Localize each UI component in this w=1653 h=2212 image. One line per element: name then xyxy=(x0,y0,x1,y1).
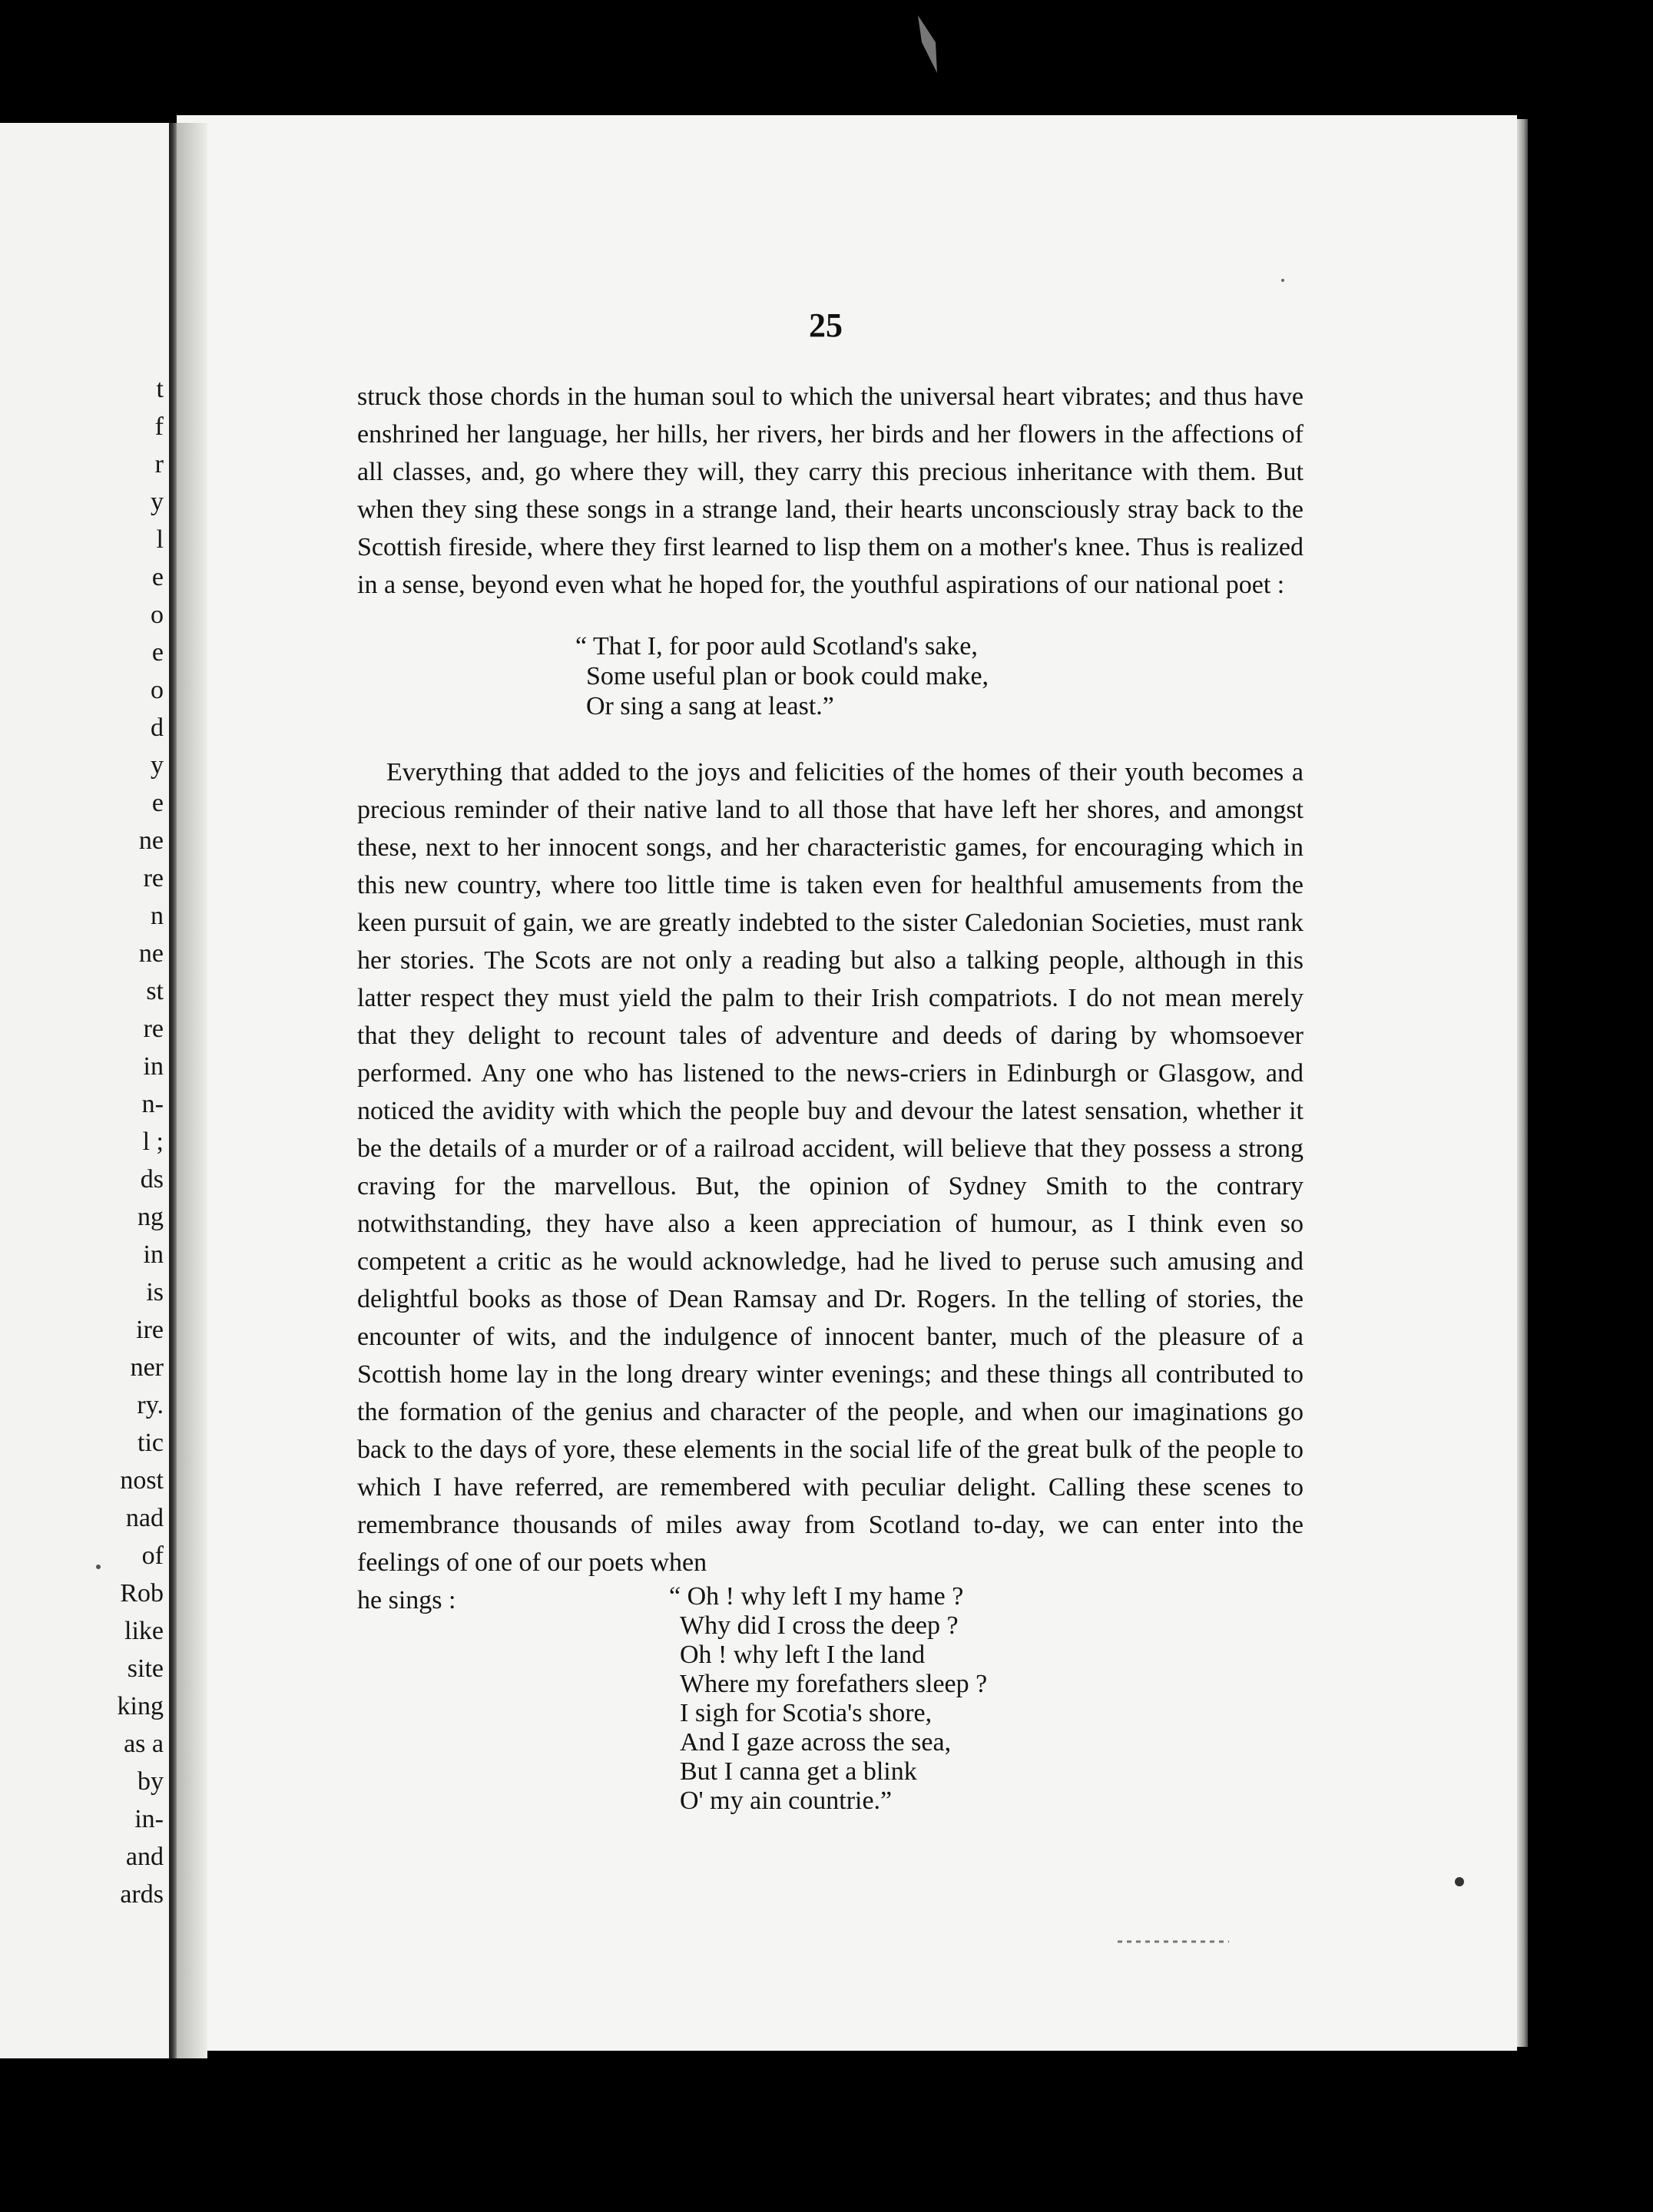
previous-page-fragment: e xyxy=(151,563,164,591)
previous-page-fragment: ds xyxy=(140,1165,164,1194)
verse-line: Some useful plan or book could make, xyxy=(586,662,989,690)
previous-page-fragment: ards xyxy=(120,1880,164,1909)
previous-page-fragment: nad xyxy=(125,1504,164,1532)
previous-page-fragment: as a xyxy=(124,1730,164,1758)
book-gutter xyxy=(169,123,177,2058)
previous-page-sliver xyxy=(0,123,173,2058)
verse-line: And I gaze across the sea, xyxy=(680,1728,952,1757)
previous-page-fragment: like xyxy=(124,1617,164,1645)
previous-page-fragment: l ; xyxy=(142,1128,164,1156)
previous-page-fragment: in- xyxy=(134,1805,164,1833)
previous-page-fragment: of xyxy=(141,1541,164,1570)
previous-page-fragment: st xyxy=(146,977,164,1005)
verse-line: Where my forefathers sleep ? xyxy=(680,1670,988,1698)
previous-page-fragment: Rob xyxy=(120,1579,164,1608)
verse-line: “ That I, for poor auld Scotland's sake, xyxy=(575,632,978,661)
previous-page-fragment: tic xyxy=(137,1429,164,1457)
previous-page-fragment: in xyxy=(143,1052,164,1081)
previous-page-fragment: o xyxy=(151,676,164,704)
verse-line: O' my ain countrie.” xyxy=(680,1786,893,1815)
page-number: 25 xyxy=(809,306,843,344)
verse-line: But I canna get a blink xyxy=(680,1757,917,1786)
previous-page-fragment: l xyxy=(156,525,164,554)
paragraph-2: Everything that added to the joys and felicities of the homes of their youth becomes a precious reminder of their native land to all those that have left her shores, and amongst these, next to her innocent songs, and her characteristic games, for encouraging which in this new country, where too little time is taken even for healthful amusements from the keen pursuit of gain, we are greatly indebted to the sister Caledonian Societies, must rank her stories. The Scots are not only a reading but also a talking people, although in this latter respect they must yield the palm to their Irish compatriots. I do not mean merely that they delight to recount tales of adventure and deeds of daring by whomsoever performed. Any one who has listened to the news-criers in Edinburgh or Glasgow, and noticed the avidity with which the people buy and devour the latest sensation, whether it be the details of a murder or of a railroad accident, will believe that they possess a strong craving for the marvellous. But, the opinion of Sydney Smith to the contrary notwithstanding, they have also a keen appreciation of humour, as I think even so competent a critic as he would acknowledge, had he lived to peruse such amusing and delightful books as those of Dean Ramsay and Dr. Rogers. In the telling of stories, the encounter of wits, and the indulgence of innocent banter, much of the pleasure of a Scottish home lay in the long dreary winter evenings; and these things all contributed to the formation of the genius and character of the people, and when our imaginations go back to the days of yore, these elements in the social life of the great bulk of the people to which I have referred, are remembered with peculiar delight. Calling these scenes to remembrance thousands of miles away from Scotland to-day, we can enter into the feelings of one of our poets when xyxy=(357,758,1304,1577)
verse-quote-2 xyxy=(669,1582,1304,1816)
verse-line: I sigh for Scotia's shore, xyxy=(680,1699,933,1727)
previous-page-fragment: ng xyxy=(137,1203,164,1231)
previous-page-fragment: f xyxy=(154,412,164,441)
verse-line: Or sing a sang at least.” xyxy=(586,692,834,720)
previous-page-fragment: ire xyxy=(136,1316,164,1344)
verse-lead-in: he sings : xyxy=(357,1586,456,1614)
previous-page-fragment: n xyxy=(151,902,164,930)
previous-page-fragment: by xyxy=(137,1767,164,1796)
previous-page-fragment: d xyxy=(151,714,164,742)
previous-page-fragment: n- xyxy=(141,1090,164,1118)
page-edge xyxy=(1517,119,1528,2047)
previous-page-fragment: ry. xyxy=(137,1391,164,1419)
previous-page-fragment: ne xyxy=(138,939,164,968)
previous-page-fragment: is xyxy=(146,1278,164,1306)
previous-page-fragment: and xyxy=(125,1843,164,1871)
verse-line: Oh ! why left I the land xyxy=(680,1641,926,1669)
verse-line: Why did I cross the deep ? xyxy=(680,1611,959,1640)
previous-page-fragment: ne xyxy=(138,826,164,855)
previous-page-fragment: nost xyxy=(120,1466,164,1495)
previous-page-fragment: re xyxy=(143,864,164,892)
previous-page-fragment: re xyxy=(143,1015,164,1043)
previous-page-fragment: o xyxy=(151,601,164,629)
previous-page-fragment: king xyxy=(117,1692,164,1720)
paragraph-1: struck those chords in the human soul to which the universal heart vibrates; and thus have enshrined her language, her hills, her rivers, her birds and her flowers in the affections of all classes, and, go where they will, they carry this precious inheritance with them. But when they sing these songs in a strange land, their hearts unconsciously stray back to the Scottish fireside, where they first learned to lisp them on a mother's knee. Thus is realized in a sense, beyond even what he hoped for, the youthful aspirations of our national poet : xyxy=(357,382,1304,599)
previous-page-fragment: t xyxy=(156,375,164,403)
previous-page-fragment: site xyxy=(127,1654,164,1683)
previous-page-fragment: r xyxy=(154,450,164,478)
ink-speck xyxy=(918,15,937,73)
verse-quote-1 xyxy=(575,631,1304,721)
previous-page-fragment: ner xyxy=(130,1353,164,1382)
page-body xyxy=(357,378,1304,1816)
previous-page-fragment: e xyxy=(151,789,164,817)
gutter-shadow xyxy=(177,123,207,2058)
previous-page-fragment: e xyxy=(151,638,164,667)
verse-line: “ Oh ! why left I my hame ? xyxy=(669,1582,964,1611)
previous-page-fragment: y xyxy=(151,488,164,516)
previous-page-fragment: in xyxy=(143,1240,164,1269)
previous-page-fragment: y xyxy=(151,751,164,780)
